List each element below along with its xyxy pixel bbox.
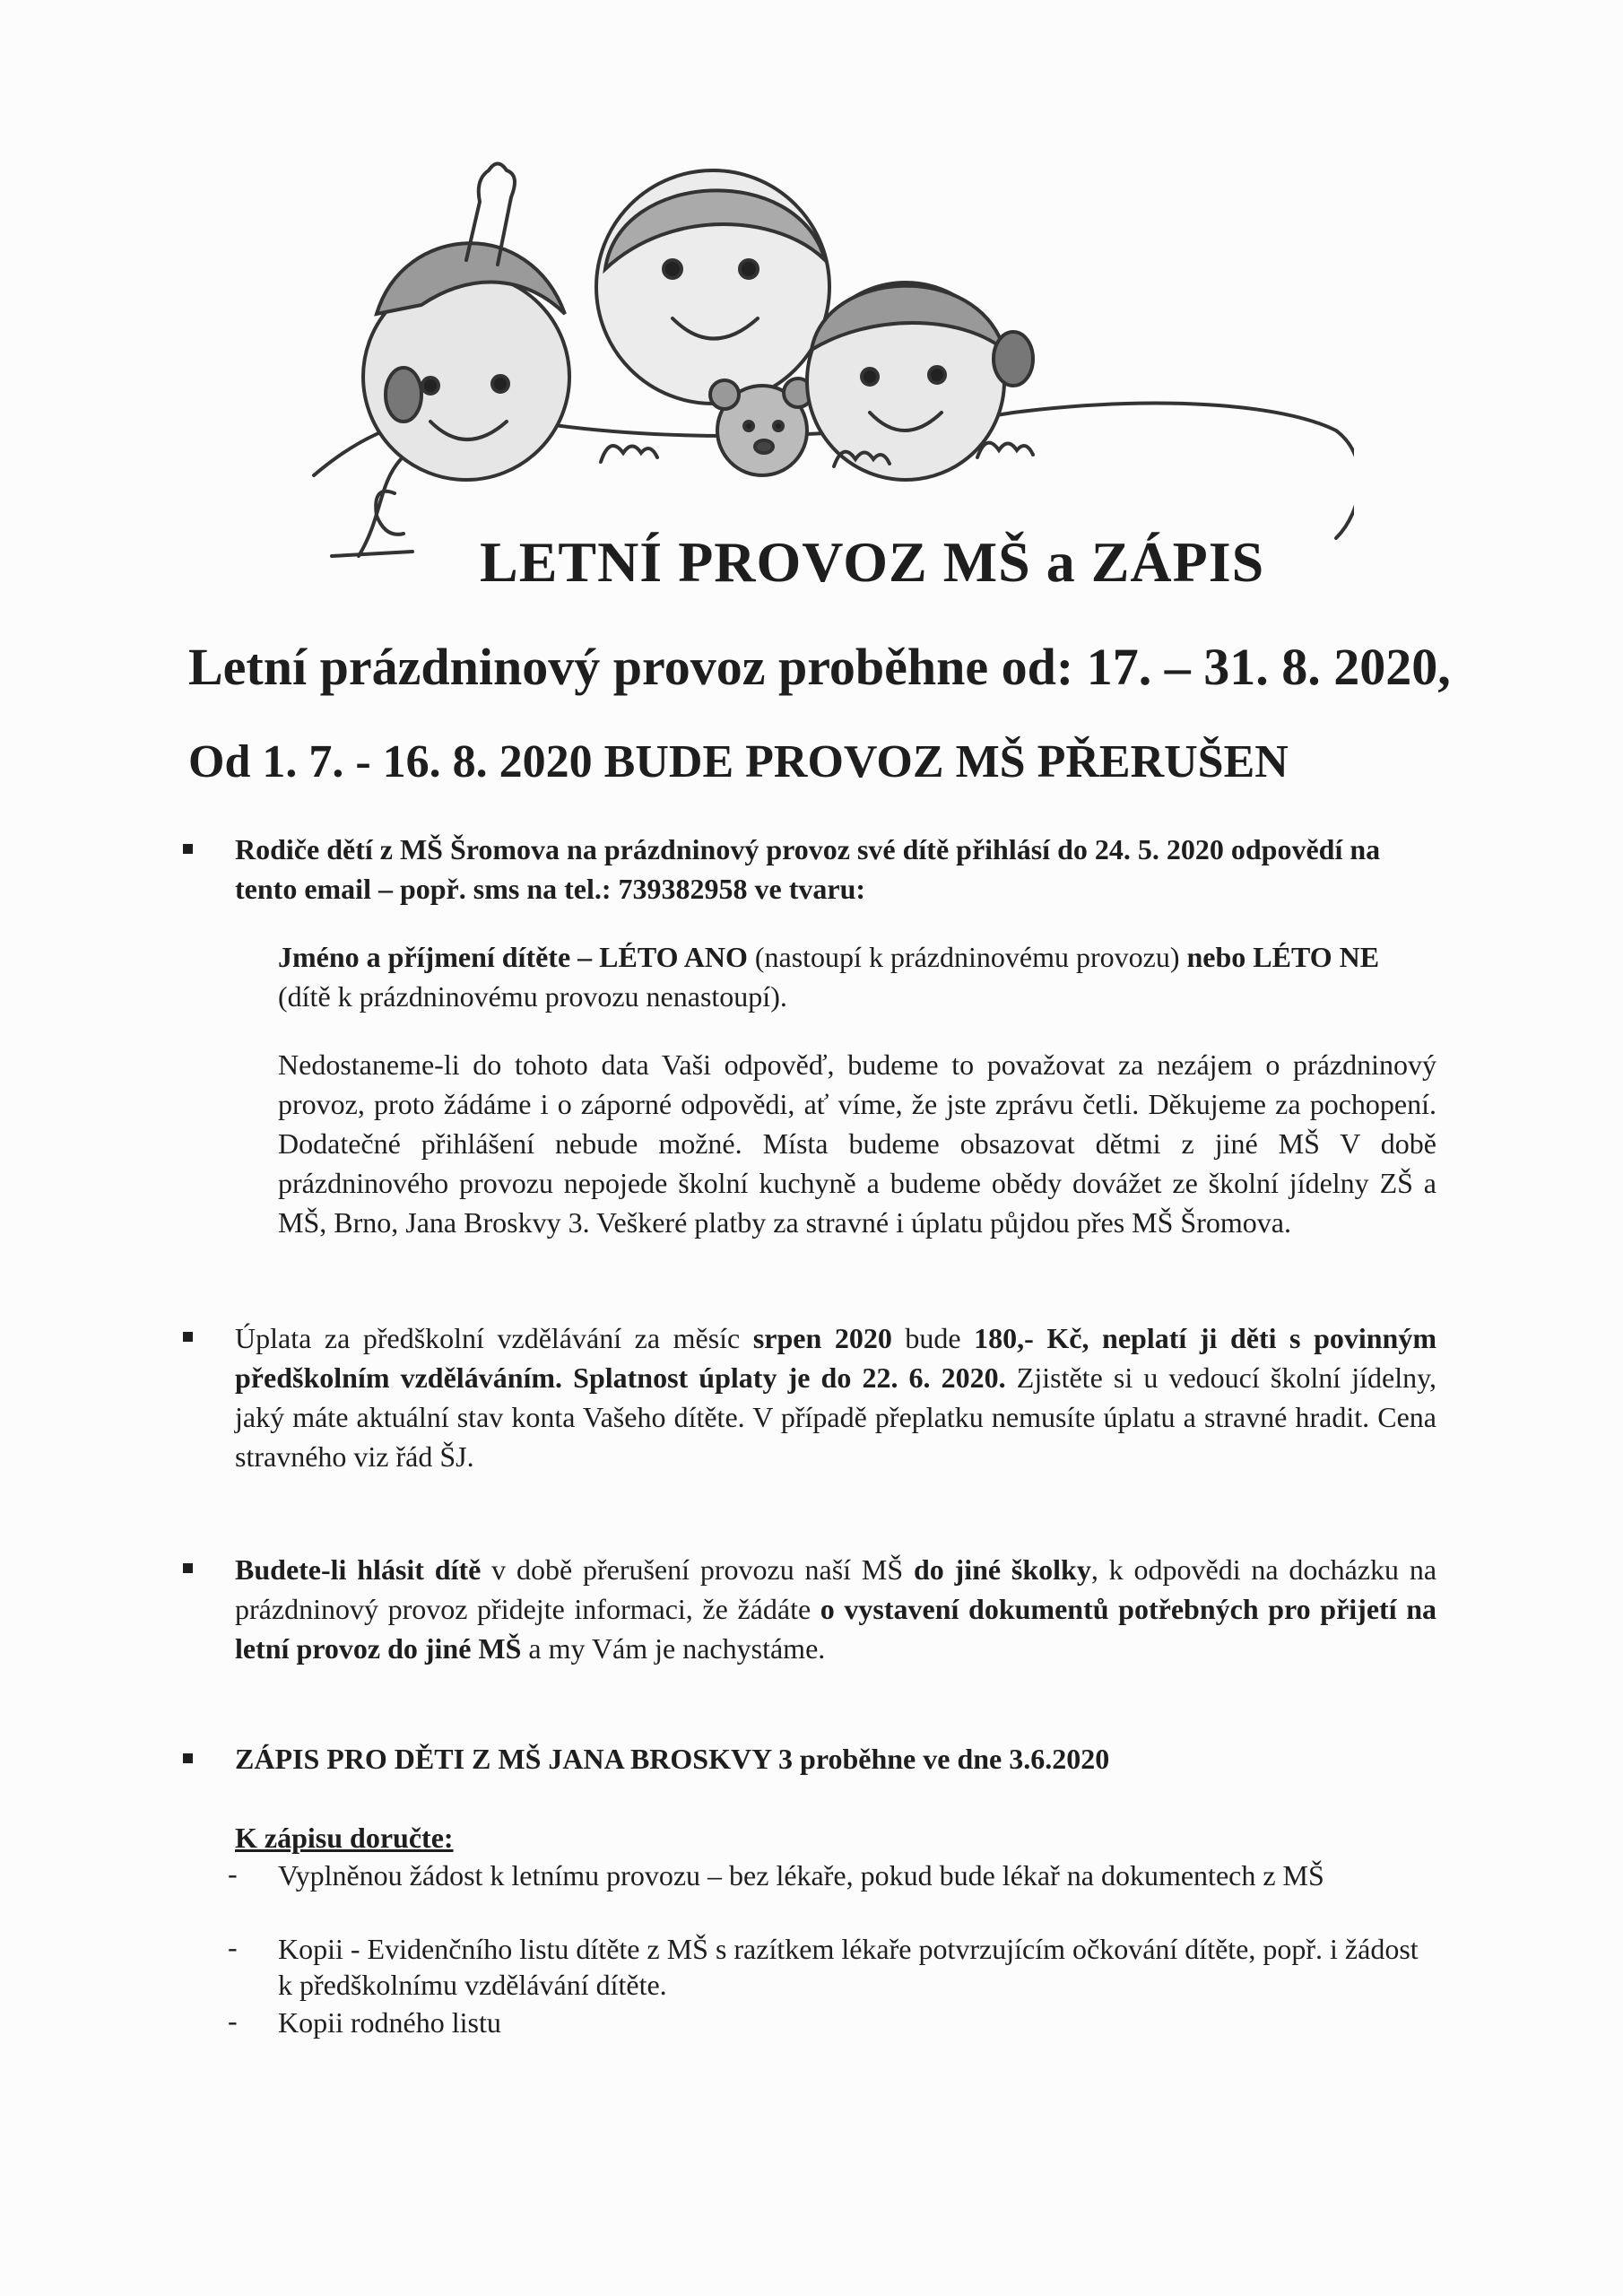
fee-amount-and-deadline: 180,- Kč, neplatí ji děti s povinným předškolním vzděláváním. Splatnost úplaty je do 22. 6. 2020. <box>235 1322 1436 1394</box>
list-dash: - <box>228 1857 238 1890</box>
list-dash: - <box>228 1931 238 1963</box>
bullet-icon <box>183 1563 193 1573</box>
registration-instruction: Rodiče dětí z MŠ Šromova na prázdninový provoz své dítě přihlásí do 24. 5. 2020 odpovědí na tento email – popř. sms na tel.: 739382958 ve tvaru: <box>235 833 1381 905</box>
enrollment-list-title-text: K zápisu doručte: <box>235 1822 454 1854</box>
bullet-icon <box>183 1332 193 1342</box>
fee-paragraph <box>235 1318 1436 1476</box>
registration-paragraph <box>235 830 1436 909</box>
fee-text-2: bude <box>891 1322 975 1354</box>
reply-no-format: nebo LÉTO NE <box>1186 941 1380 973</box>
other-school-paragraph <box>235 1550 1436 1668</box>
list-item: Kopii - Evidenčního listu dítěte z MŠ s razítkem lékaře potvrzujícím očkování dítěte, popř. i žádost k předškolnímu vzdělávání dítěte. <box>278 1933 1419 2001</box>
reply-yes-format: Jméno a příjmení dítěte – LÉTO ANO <box>278 941 748 973</box>
enrollment-heading <box>235 1739 1436 1779</box>
fee-month: srpen 2020 <box>752 1322 892 1354</box>
fee-text-1: Úplata za předškolní vzdělávání za měsíc <box>235 1322 753 1354</box>
other-school-text-1: v době přerušení provozu naší MŠ <box>481 1553 914 1586</box>
list-item: Kopii rodného listu <box>278 2006 501 2039</box>
summer-operation-dates: Letní prázdninový provoz proběhne od: 17. – 31. 8. 2020, <box>188 638 1451 696</box>
children-illustration <box>296 135 1354 583</box>
operation-interruption-notice: Od 1. 7. - 16. 8. 2020 BUDE PROVOZ MŠ PŘERUŠEN <box>188 736 1289 787</box>
other-school-bold-2: do jiné školky <box>913 1553 1091 1586</box>
no-reply-note <box>278 1045 1436 1242</box>
no-reply-note-text: Nedostaneme-li do tohoto data Vaši odpověď, budeme to považovat za nezájem o prázdninový provoz, proto žádáme i o záporné odpovědi, ať víme, že jste zprávu četli. Děkujeme za pochopení. Dodatečné přihlášení nebude možné. Místa budeme obsazovat dětmi z jiné MŠ V době prázdninového provozu nepojede školní kuchyně a budeme obědy dovážet ze školní jídelny ZŠ a MŠ, Brno, Jana Broskvy 3. Veškeré platby za stravné i úplatu půjdou přes MŠ Šromova. <box>278 1048 1436 1239</box>
enrollment-heading-text: ZÁPIS PRO DĚTI Z MŠ JANA BROSKVY 3 proběhne ve dne 3.6.2020 <box>235 1743 1110 1775</box>
other-school-text-3: a my Vám je nachystáme. <box>521 1632 826 1665</box>
reply-no-explanation: (dítě k prázdninovému provozu nenastoupí). <box>278 980 787 1013</box>
enrollment-list-title <box>235 1818 1436 1857</box>
list-item: Vyplněnou žádost k letnímu provozu – bez lékaře, pokud bude lékař na dokumentech z MŠ <box>278 1859 1324 1892</box>
reply-format-paragraph <box>278 937 1436 1016</box>
page-title: LETNÍ PROVOZ MŠ a ZÁPIS <box>480 530 1265 594</box>
fee-text-3: Zjistěte si u vedoucí školní jídelny, jaký máte aktuální stav konta Vašeho dítěte. V případě přeplatku nemusíte úplatu a stravné hradit. Cena stravného viz řád ŠJ. <box>235 1361 1437 1473</box>
other-school-bold-1: Budete-li hlásit dítě <box>235 1553 482 1586</box>
bullet-icon <box>183 1753 193 1763</box>
list-dash: - <box>228 2005 238 2037</box>
other-school-text-2: , k odpovědi na docházku na prázdninový provoz přidejte informaci, že žádáte <box>235 1553 1437 1625</box>
reply-yes-explanation: (nastoupí k prázdninovému provozu) <box>747 941 1187 973</box>
bullet-icon <box>183 844 193 854</box>
other-school-bold-3: o vystavení dokumentů potřebných pro přijetí na letní provoz do jiné MŠ <box>235 1593 1437 1665</box>
